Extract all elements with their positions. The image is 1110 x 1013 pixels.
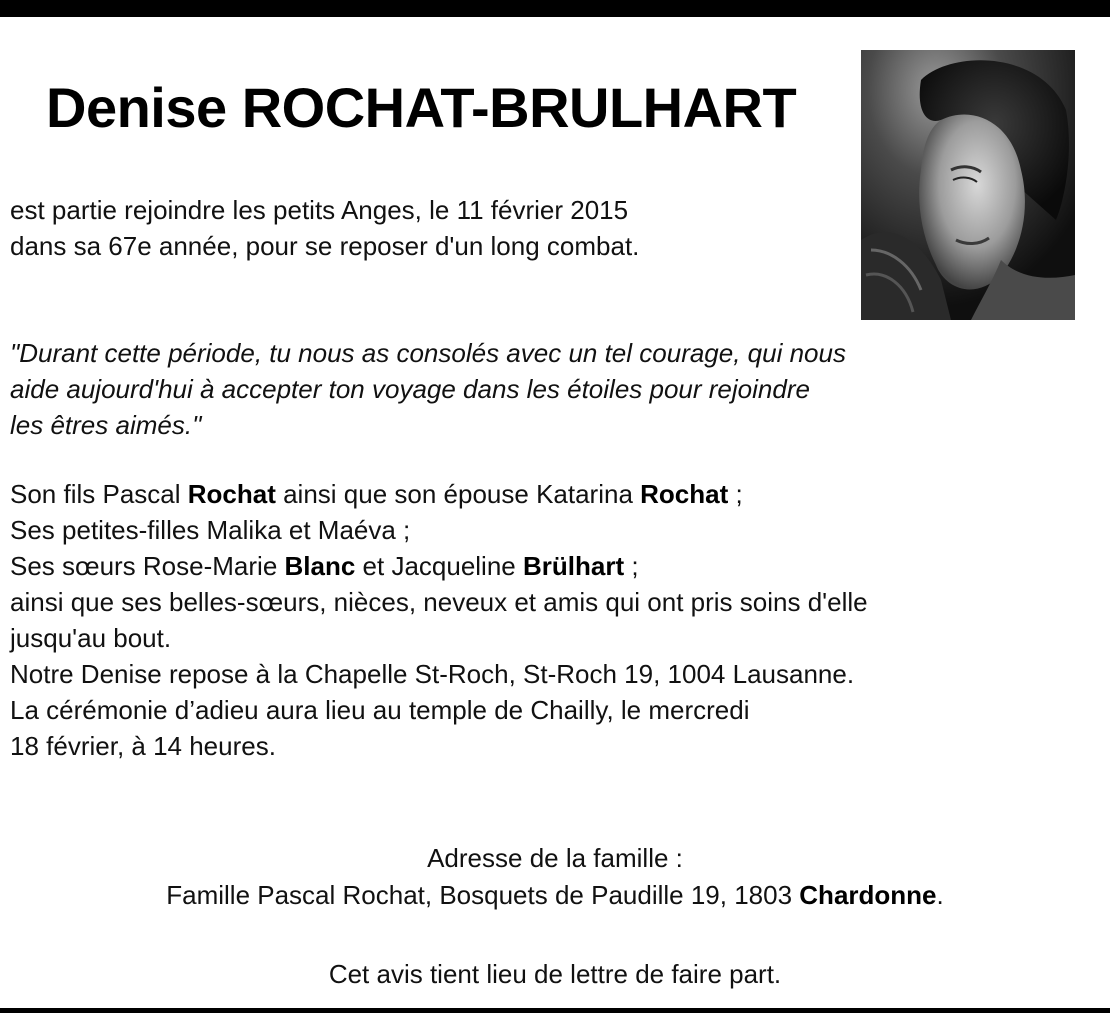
intro-line: dans sa 67e année, pour se reposer d'un long combat. (10, 231, 640, 261)
text-fragment: ; (624, 551, 639, 581)
family-line-granddaughters: Ses petites-filles Malika et Maéva ; (10, 515, 411, 545)
intro-line: est partie rejoindre les petits Anges, le 11 février 2015 (10, 195, 629, 225)
address-line (0, 877, 1110, 914)
family-line-chapel: Notre Denise repose à la Chapelle St-Roch, St-Roch 19, 1004 Lausanne. (10, 659, 855, 689)
text-fragment: ; (728, 479, 743, 509)
quote-line: les êtres aimés." (10, 410, 202, 440)
text-fragment: et Jacqueline (355, 551, 523, 581)
text-fragment: Ses sœurs Rose-Marie (10, 551, 285, 581)
quote-line: aide aujourd'hui à accepter ton voyage dans les étoiles pour rejoindre (10, 374, 810, 404)
surname-brulhart: Brülhart (522, 551, 625, 581)
address-city: Chardonne (799, 880, 937, 910)
text-fragment: Son fils Pascal (10, 479, 188, 509)
quote-paragraph (10, 335, 1105, 443)
surname-rochat: Rochat (187, 479, 276, 509)
family-line-sisters (10, 548, 1105, 584)
family-line-ceremony: La cérémonie d’adieu aura lieu au temple de Chailly, le mercredi (10, 695, 750, 725)
deceased-name: Denise ROCHAT-BRULHART (46, 76, 797, 139)
top-rule (0, 0, 1110, 17)
family-line-son (10, 476, 1105, 512)
address-label: Adresse de la famille : (427, 843, 683, 873)
family-line-relatives-end: jusqu'au bout. (10, 623, 172, 653)
family-paragraph (10, 476, 1105, 764)
text-fragment: . (936, 880, 944, 910)
family-line-ceremony-date: 18 février, à 14 heures. (10, 731, 276, 761)
quote-line: "Durant cette période, tu nous as consolés avec un tel courage, qui nous (10, 338, 846, 368)
surname-rochat: Rochat (640, 479, 729, 509)
portrait-photo-icon (861, 50, 1075, 320)
closing-notice: Cet avis tient lieu de lettre de faire part. (328, 959, 782, 989)
bottom-rule (0, 1008, 1110, 1013)
intro-paragraph (10, 192, 850, 264)
family-line-relatives: ainsi que ses belles-sœurs, nièces, neveux et amis qui ont pris soins d'elle (10, 587, 868, 617)
text-fragment: ainsi que son épouse Katarina (275, 479, 641, 509)
text-fragment: Famille Pascal Rochat, Bosquets de Paudille 19, 1803 (166, 880, 800, 910)
surname-blanc: Blanc (284, 551, 356, 581)
family-address (0, 840, 1110, 914)
